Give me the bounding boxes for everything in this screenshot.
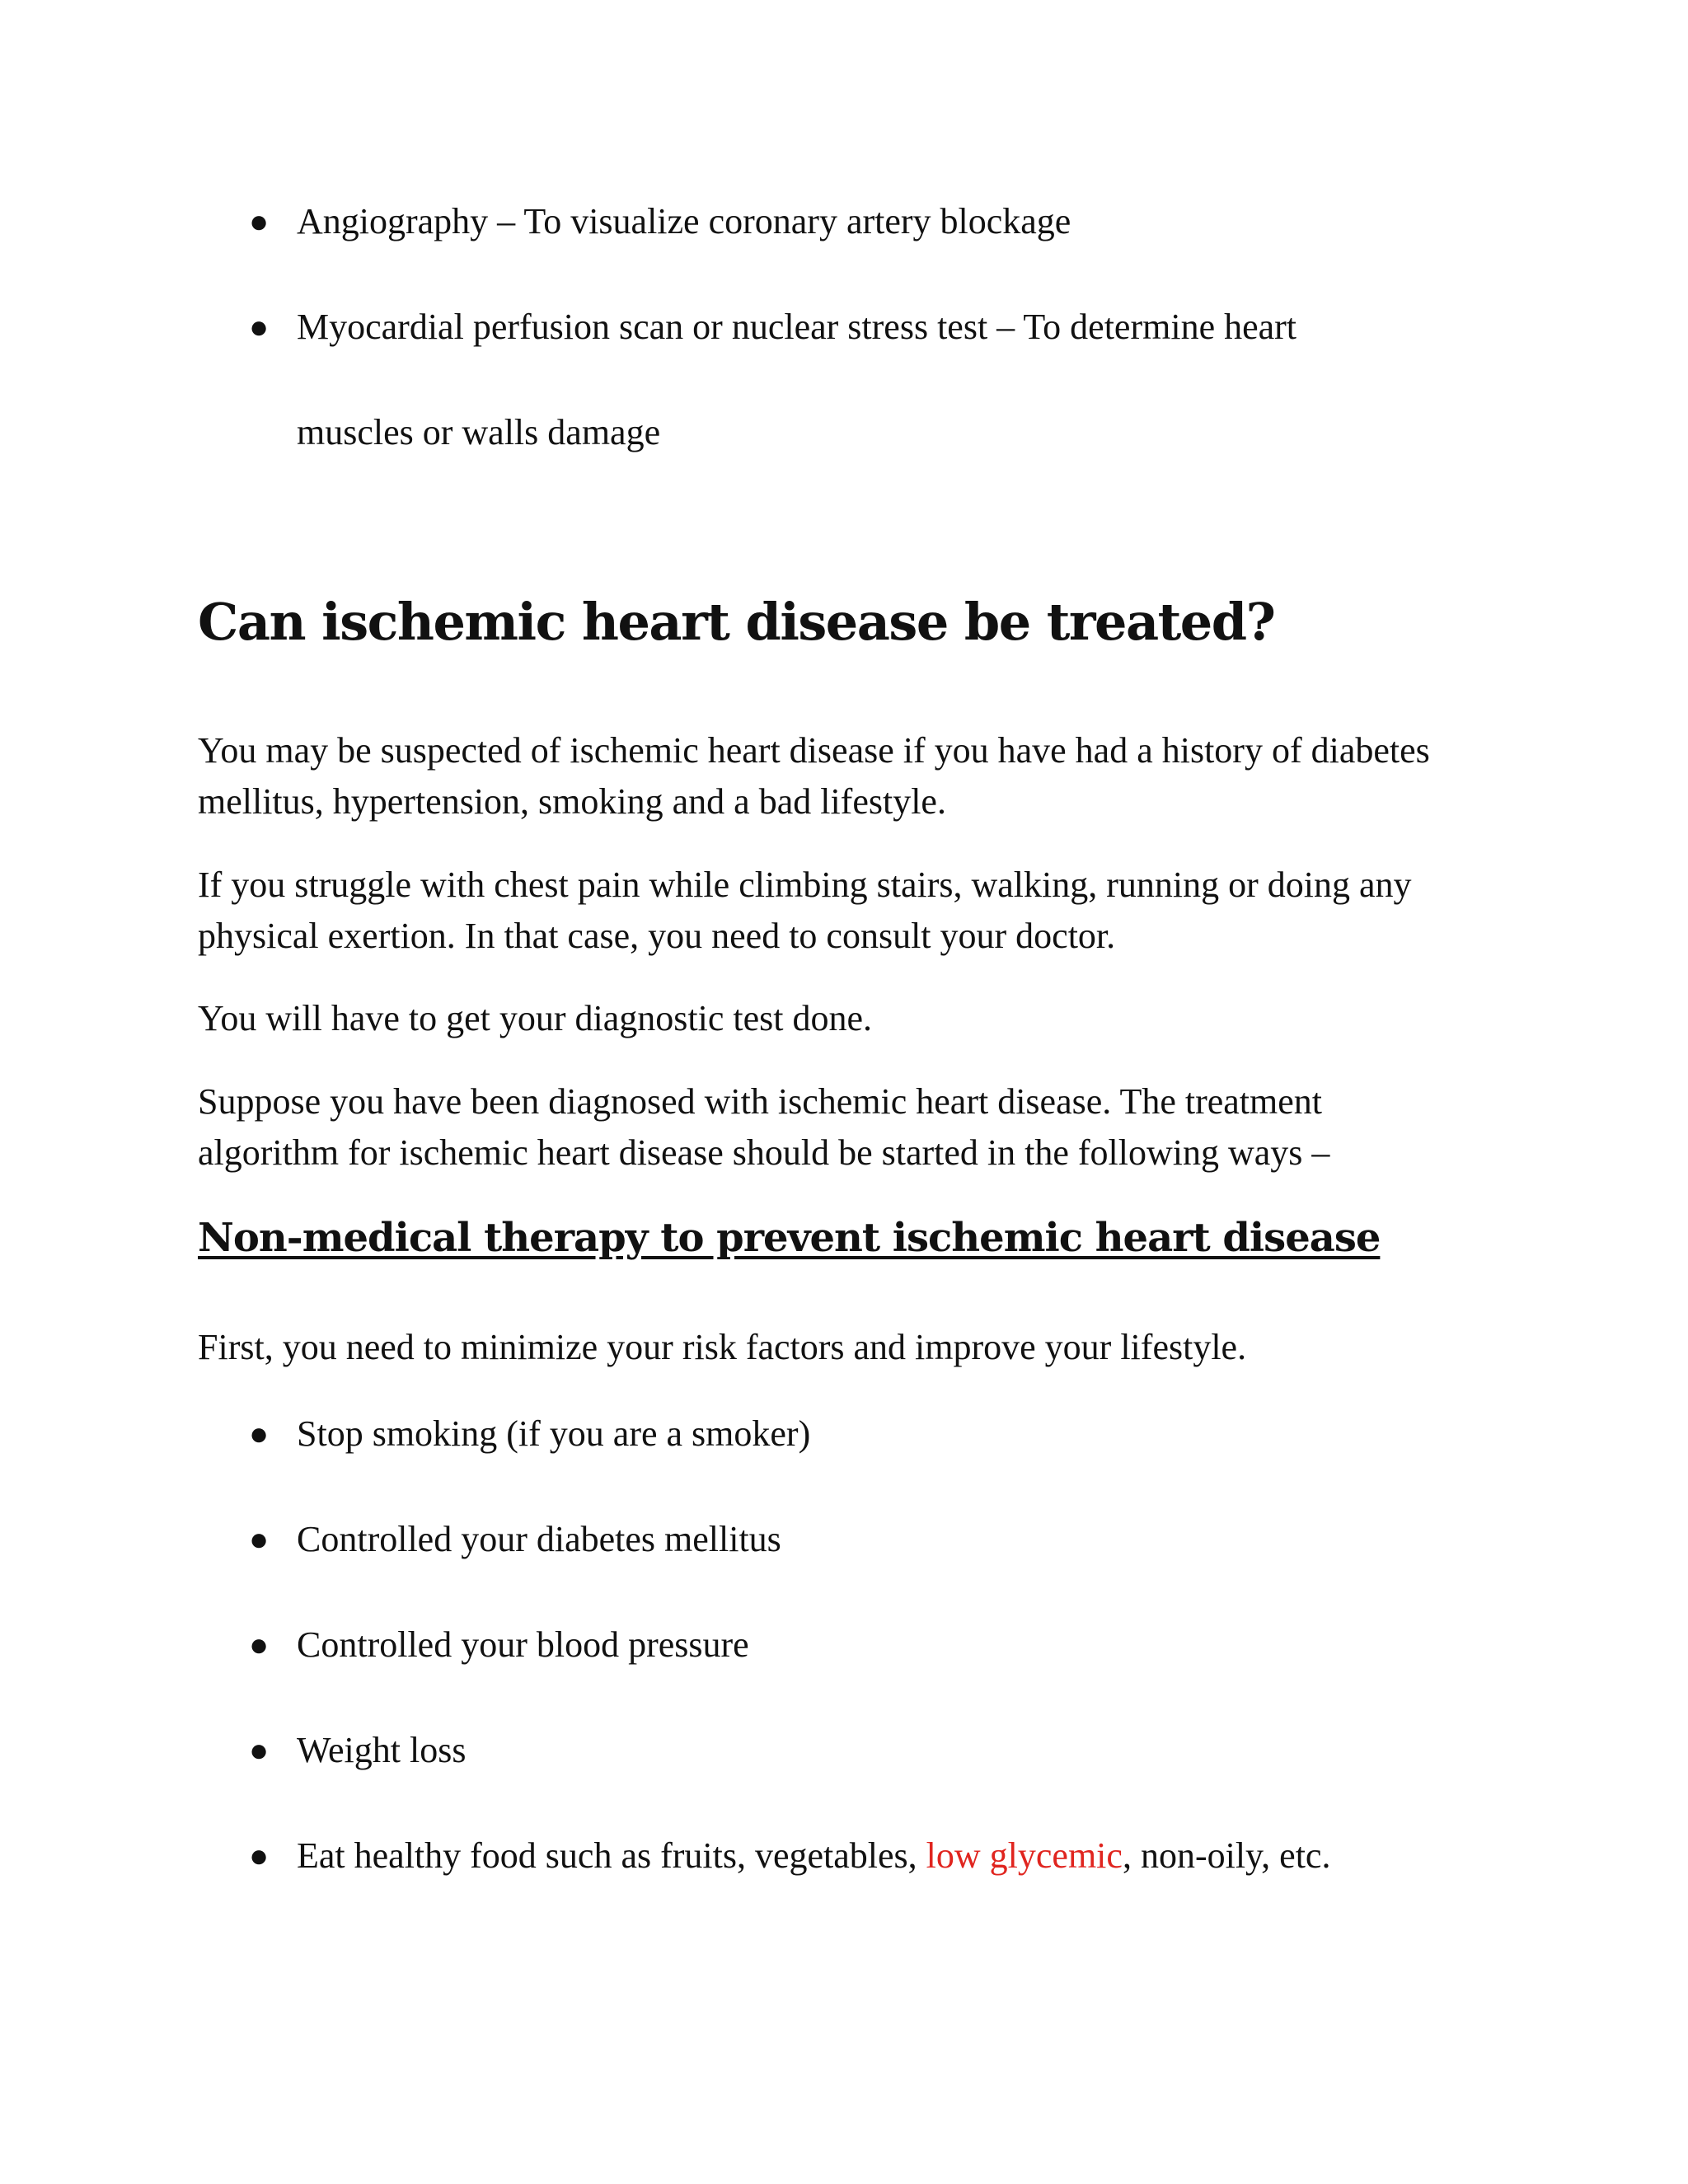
bullet-icon: ● <box>249 1626 270 1663</box>
paragraph: If you struggle with chest pain while climbing stairs, walking, running or doing any physical exertion. In that case, you need to consult your doctor. <box>198 865 1412 956</box>
bullet-icon: ● <box>249 1521 270 1558</box>
list-item-text: Controlled your diabetes mellitus <box>297 1519 781 1559</box>
paragraph: You will have to get your diagnostic test done. <box>198 998 872 1038</box>
list-item <box>198 1698 1484 1803</box>
bullet-icon: ● <box>249 203 270 240</box>
list-item-text: Weight loss <box>297 1730 467 1770</box>
list-item-text: Angiography – To visualize coronary artery blockage <box>297 201 1071 241</box>
lifestyle-list <box>198 1381 1484 1909</box>
list-item-text-before: Eat healthy food such as fruits, vegetables, <box>297 1835 926 1876</box>
list-item-text: muscles or walls damage <box>297 412 661 452</box>
paragraph: You may be suspected of ischemic heart disease if you have had a history of diabetes mellitus, hypertension, smoking and a bad lifestyle. <box>198 730 1430 822</box>
bullet-icon: ● <box>249 1837 270 1874</box>
bullet-icon: ● <box>249 1415 270 1452</box>
list-item <box>198 1381 1484 1487</box>
subsection-heading: Non-medical therapy to prevent ischemic heart disease <box>198 1215 1381 1261</box>
intro-paragraph: First, you need to minimize your risk factors and improve your lifestyle. <box>198 1327 1247 1367</box>
list-item-continuation <box>198 380 1484 485</box>
list-item <box>198 274 1484 380</box>
list-item-text-after: , non-oily, etc. <box>1122 1835 1331 1876</box>
list-item <box>198 169 1484 274</box>
list-item <box>198 1803 1484 1909</box>
diagnostic-tests-list <box>198 169 1484 485</box>
list-item-text: Stop smoking (if you are a smoker) <box>297 1413 811 1454</box>
section-heading: Can ischemic heart disease be treated? <box>198 592 1275 652</box>
list-item <box>198 1487 1484 1592</box>
bullet-icon: ● <box>249 1732 270 1769</box>
low-glycemic-link[interactable]: low glycemic <box>926 1835 1123 1876</box>
bullet-icon: ● <box>249 308 270 345</box>
list-item-text: Myocardial perfusion scan or nuclear stress test – To determine heart <box>297 307 1297 347</box>
list-item-text: Controlled your blood pressure <box>297 1624 749 1665</box>
list-item <box>198 1592 1484 1698</box>
paragraph: Suppose you have been diagnosed with ischemic heart disease. The treatment algorithm for ischemic heart disease should be started in the following ways – <box>198 1081 1330 1173</box>
